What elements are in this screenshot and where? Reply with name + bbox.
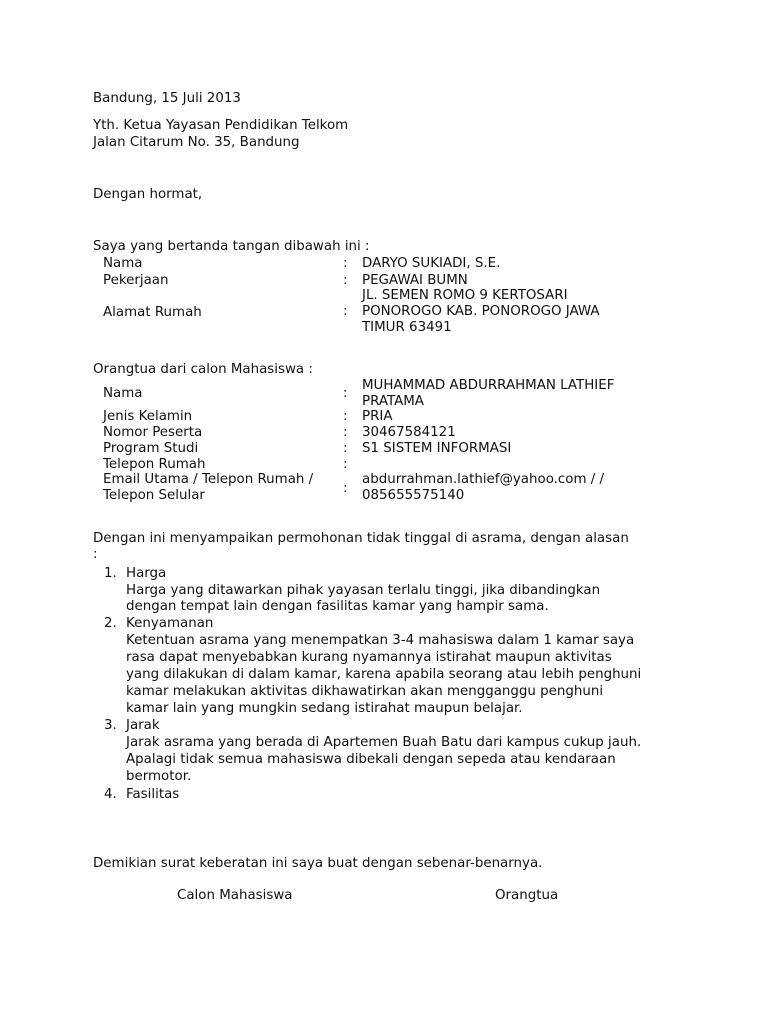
date-line: Bandung, 15 Juli 2013	[93, 91, 241, 106]
list-item-text: Apalagi tidak semua mahasiswa dibekali dengan sepeda atau kendaraan	[126, 752, 616, 767]
colon: :	[343, 273, 348, 288]
request-line-1: Dengan ini menyampaikan permohonan tidak tinggal di asrama, dengan alasan	[93, 531, 629, 546]
list-item-text: rasa dapat menyebabkan kurang nyamannya istirahat maupun aktivitas	[126, 650, 612, 665]
list-item-text: yang dilakukan di dalam kamar, karena apabila seorang atau lebih penghuni	[126, 667, 642, 682]
colon: :	[343, 409, 348, 424]
list-item-number: 2.	[104, 616, 117, 631]
list-item-number: 4.	[104, 787, 117, 802]
signer-address-line-3: TIMUR 63491	[362, 320, 452, 335]
student-contact-value-line-1: abdurrahman.lathief@yahoo.com / /	[362, 472, 605, 487]
signer-job-label: Pekerjaan	[103, 273, 169, 288]
list-item-text: Jarak asrama yang berada di Apartemen Buah Batu dari kampus cukup jauh.	[126, 735, 642, 750]
signer-address-label: Alamat Rumah	[103, 305, 202, 320]
student-name-label: Nama	[103, 386, 143, 401]
signer-address-line-1: JL. SEMEN ROMO 9 KERTOSARI	[362, 288, 568, 303]
signer-address-line-2: PONOROGO KAB. PONOROGO JAWA	[362, 304, 600, 319]
list-item-number: 1.	[104, 566, 117, 581]
student-participant-value: 30467584121	[362, 425, 456, 440]
salutation: Dengan hormat,	[93, 187, 203, 202]
student-gender-label: Jenis Kelamin	[103, 409, 193, 424]
colon: :	[343, 457, 348, 472]
recipient-line-1: Yth. Ketua Yayasan Pendidikan Telkom	[93, 118, 349, 133]
student-contact-label-line-1: Email Utama / Telepon Rumah /	[103, 472, 314, 487]
closing-statement: Demikian surat keberatan ini saya buat dengan sebenar-benarnya.	[93, 856, 543, 871]
list-item-text: bermotor.	[126, 769, 192, 784]
student-program-value: S1 SISTEM INFORMASI	[362, 441, 512, 456]
signature-parent-label: Orangtua	[495, 888, 559, 903]
colon: :	[343, 441, 348, 456]
list-item-title: Harga	[126, 566, 167, 581]
signature-student-label: Calon Mahasiswa	[177, 888, 293, 903]
student-contact-label-line-2: Telepon Selular	[103, 488, 205, 503]
list-item-text: kamar melakukan aktivitas dikhawatirkan akan mengganggu penghuni	[126, 684, 604, 699]
signer-intro: Saya yang bertanda tangan dibawah ini :	[93, 239, 370, 254]
colon: :	[343, 256, 348, 271]
student-contact-value-line-2: 085655575140	[362, 488, 465, 503]
list-item-text: dengan tempat lain dengan fasilitas kamar yang hampir sama.	[126, 599, 549, 614]
list-item-title: Kenyamanan	[126, 616, 214, 631]
request-line-2: :	[93, 547, 98, 562]
student-participant-label: Nomor Peserta	[103, 425, 203, 440]
student-program-label: Program Studi	[103, 441, 199, 456]
list-item-number: 3.	[104, 718, 117, 733]
signer-name-value: DARYO SUKIADI, S.E.	[362, 256, 501, 271]
list-item-title: Fasilitas	[126, 787, 180, 802]
student-home-phone-label: Telepon Rumah	[103, 457, 206, 472]
colon: :	[343, 304, 348, 319]
signer-job-value: PEGAWAI BUMN	[362, 273, 468, 288]
recipient-line-2: Jalan Citarum No. 35, Bandung	[93, 135, 300, 150]
colon: :	[343, 425, 348, 440]
student-name-line-2: PRATAMA	[362, 394, 424, 409]
list-item-text: Harga yang ditawarkan pihak yayasan terlalu tinggi, jika dibandingkan	[126, 583, 601, 598]
student-name-line-1: MUHAMMAD ABDURRAHMAN LATHIEF	[362, 378, 615, 393]
list-item-text: kamar lain yang mungkin sedang istirahat maupun belajar.	[126, 701, 523, 716]
list-item-title: Jarak	[126, 718, 160, 733]
signer-name-label: Nama	[103, 256, 143, 271]
student-intro: Orangtua dari calon Mahasiswa :	[93, 362, 313, 377]
colon: :	[343, 481, 348, 496]
list-item-text: Ketentuan asrama yang menempatkan 3-4 mahasiswa dalam 1 kamar saya	[126, 633, 635, 648]
colon: :	[343, 386, 348, 401]
student-gender-value: PRIA	[362, 409, 393, 424]
